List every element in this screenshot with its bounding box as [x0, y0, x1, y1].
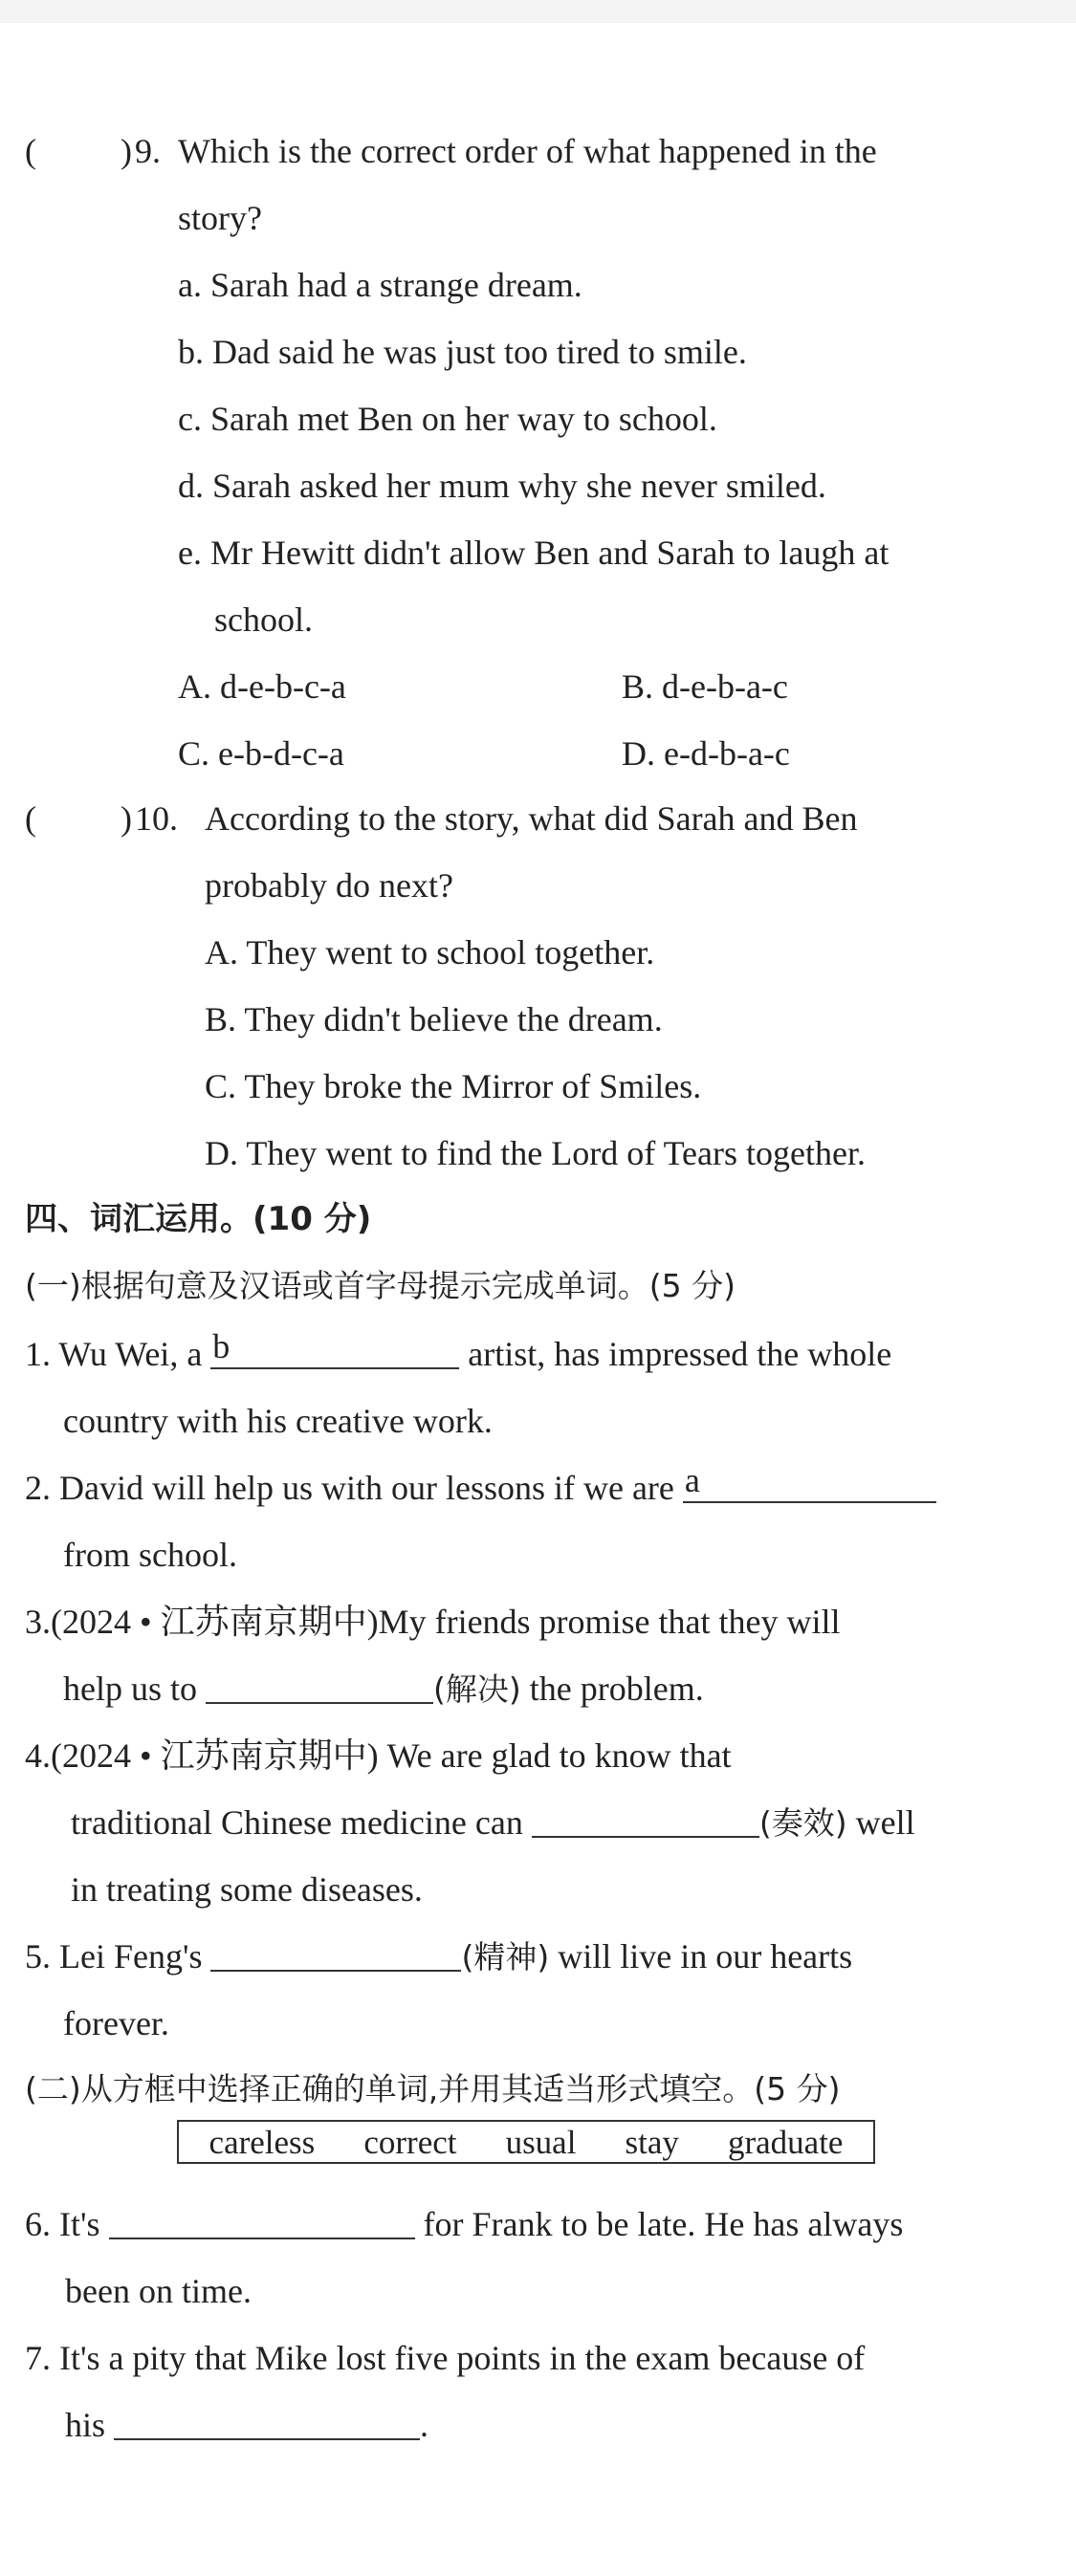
word-bank-item: usual	[505, 2123, 577, 2161]
event-item-e: e. Mr Hewitt didn't allow Ben and Sarah to laugh at	[178, 534, 889, 572]
initial-letter-hint: b	[212, 1327, 231, 1365]
vocab-question-4-line3: in treating some diseases.	[71, 1870, 423, 1909]
option-b: B. d-e-b-a-c	[622, 667, 788, 706]
question-text: 6. It's	[25, 2205, 109, 2243]
answer-blank[interactable]	[210, 1327, 459, 1369]
question-stem-cont: probably do next?	[205, 866, 453, 905]
question-text: 1. Wu Wei, a	[25, 1335, 211, 1373]
vocab-question-2	[25, 1461, 936, 1507]
question-text-cont: well	[846, 1803, 915, 1842]
word-bank-box	[177, 2120, 875, 2164]
question-text-cont: artist, has impressed the whole	[459, 1335, 892, 1373]
word-bank-item: careless	[209, 2123, 316, 2161]
part-one-title: (一)根据句意及汉语或首字母提示完成单词。(5 分)	[25, 1267, 736, 1304]
vocab-question-5	[25, 1939, 852, 1974]
question-stem-cont: story?	[178, 199, 262, 237]
vocab-question-6	[25, 2207, 903, 2241]
answer-blank[interactable]	[532, 1805, 759, 1838]
option-d: D. e-d-b-a-c	[622, 734, 790, 773]
question-text: traditional Chinese medicine can	[71, 1803, 532, 1842]
event-item-b: b. Dad said he was just too tired to smile.	[178, 333, 747, 371]
question-number: 10.	[135, 799, 178, 838]
vocab-question-6-line2: been on time.	[65, 2272, 252, 2310]
answer-paren-close: )	[121, 132, 132, 170]
option-b: B. They didn't believe the dream.	[205, 1000, 663, 1038]
chinese-hint: (解决)	[433, 1670, 521, 1708]
vocab-question-5-line2: forever.	[63, 2004, 169, 2042]
vocab-question-7-line2	[65, 2408, 428, 2442]
option-a: A. d-e-b-c-a	[178, 667, 346, 706]
question-text: 2. David will help us with our lessons if we are	[25, 1469, 683, 1507]
question-text-cont: will live in our hearts	[549, 1937, 853, 1976]
section-title: 四、词汇运用。(10 分)	[25, 1200, 372, 1238]
question-text: help us to	[63, 1670, 206, 1708]
event-item-c: c. Sarah met Ben on her way to school.	[178, 400, 717, 438]
answer-paren-close: )	[121, 799, 132, 838]
initial-letter-hint: a	[684, 1461, 700, 1499]
option-c: C. e-b-d-c-a	[178, 734, 344, 773]
word-bank-item: stay	[625, 2123, 679, 2161]
option-a: A. They went to school together.	[205, 933, 655, 971]
question-stem: Which is the correct order of what happened in the	[178, 132, 877, 170]
vocab-question-3: 3.(2024 • 江苏南京期中)My friends promise that they will	[25, 1603, 841, 1641]
event-item-a: a. Sarah had a strange dream.	[178, 266, 582, 304]
top-margin-shade	[0, 0, 1076, 23]
chinese-hint: (奏效)	[758, 1804, 847, 1842]
vocab-question-2-line2: from school.	[63, 1536, 237, 1574]
answer-blank[interactable]	[210, 1939, 461, 1972]
chinese-hint: (精神)	[461, 1938, 550, 1976]
sentence-period: .	[420, 2406, 429, 2444]
vocab-question-1-line2: country with his creative work.	[63, 1402, 493, 1440]
part-two-title: (二)从方框中选择正确的单词,并用其适当形式填空。(5 分)	[25, 2070, 841, 2107]
event-item-e-cont: school.	[214, 600, 313, 639]
question-text: his	[65, 2406, 115, 2444]
vocab-question-3-line2	[63, 1671, 704, 1706]
question-number: 9.	[135, 132, 161, 170]
vocab-question-7: 7. It's a pity that Mike lost five points in the exam because of	[25, 2339, 866, 2377]
question-text-cont: for Frank to be late. He has always	[414, 2205, 904, 2243]
answer-paren-open: (	[25, 799, 36, 838]
answer-blank[interactable]	[114, 2408, 420, 2440]
answer-blank[interactable]	[683, 1461, 936, 1503]
vocab-question-4-line2	[71, 1805, 915, 1840]
question-text: 5. Lei Feng's	[25, 1937, 211, 1976]
answer-paren-open: (	[25, 132, 36, 170]
option-d: D. They went to find the Lord of Tears together.	[205, 1134, 866, 1172]
answer-blank[interactable]	[206, 1671, 433, 1704]
option-c: C. They broke the Mirror of Smiles.	[205, 1067, 702, 1105]
vocab-question-1	[25, 1327, 892, 1373]
word-bank-item: correct	[363, 2123, 457, 2161]
vocab-question-4: 4.(2024 • 江苏南京期中) We are glad to know that	[25, 1736, 732, 1775]
question-text-cont: the problem.	[520, 1670, 704, 1708]
event-item-d: d. Sarah asked her mum why she never smiled.	[178, 467, 826, 505]
question-stem: According to the story, what did Sarah and Ben	[205, 799, 858, 838]
answer-blank[interactable]	[109, 2207, 415, 2239]
word-bank-item: graduate	[727, 2123, 844, 2161]
